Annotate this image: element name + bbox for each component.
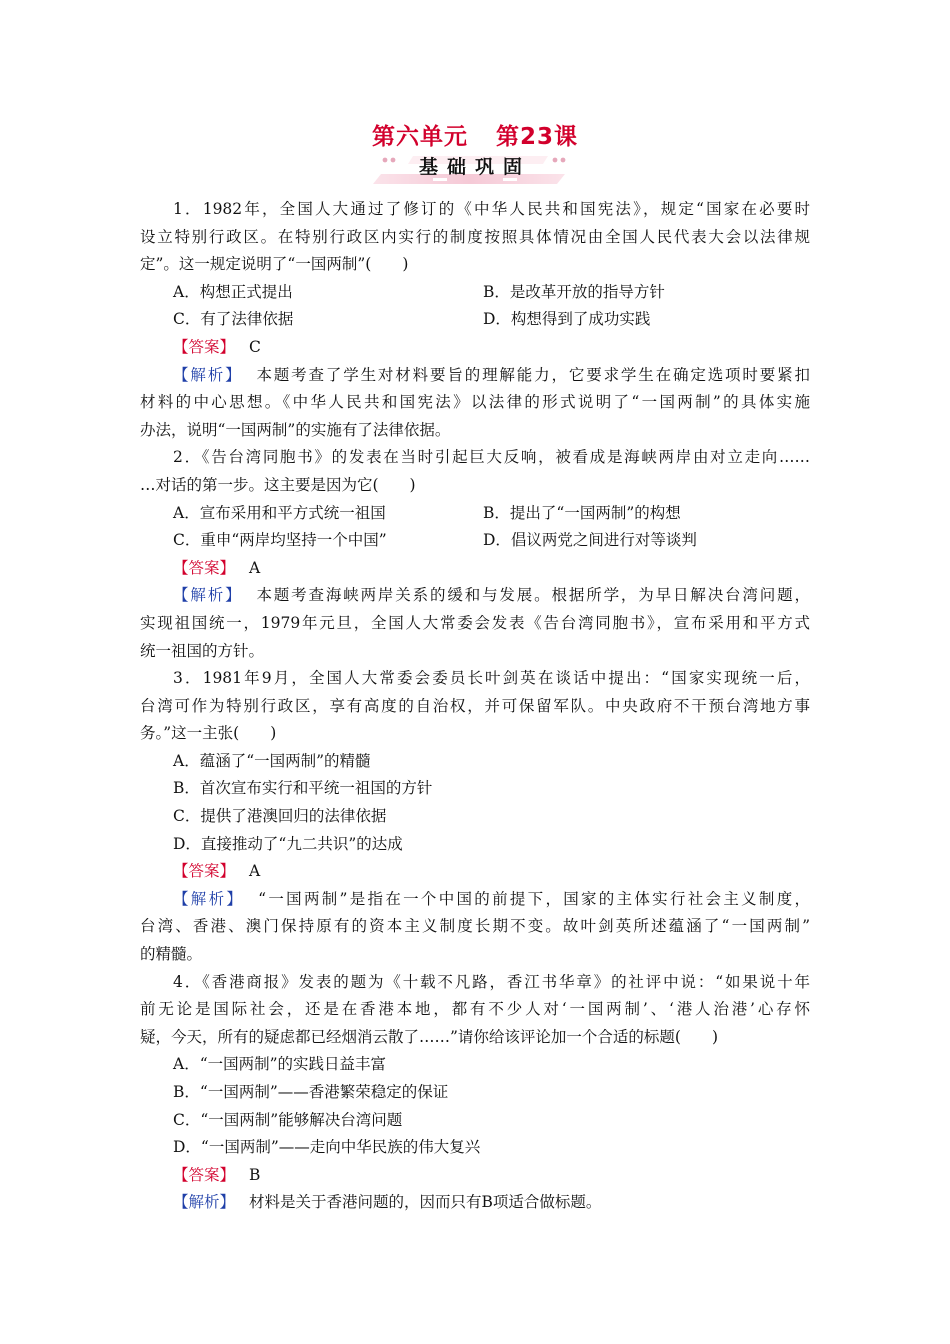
option-a: A．宣布采用和平方式统一祖国 <box>173 503 386 522</box>
question-text-line: 务。”这一主张( ) <box>140 724 277 743</box>
option-row <box>140 527 810 555</box>
analysis-line: 办法，说明“一国两制”的实施有了法律依据。 <box>140 420 451 439</box>
analysis-line: 材料的中心思想。《中华人民共和国宪法》以法律的形式说明了“一国两制”的具体实施 <box>140 393 810 412</box>
question-text-line: 定”。这一规定说明了“一国两制”( ) <box>140 255 409 274</box>
analysis-line: 台湾、香港、澳门保持原有的资本主义制度长期不变。故叶剑英所述蕴涵了“一国两制” <box>140 917 810 936</box>
analysis-tag: 【解析】 <box>173 1193 236 1212</box>
question-text-line: 疑，今天，所有的疑虑都已经烟消云散了……”请你给该评论加一个合适的标题( ) <box>140 1027 719 1046</box>
analysis-text: 本题考查了学生对材料要旨的理解能力，它要求学生在确定选项时要紧扣 <box>256 365 810 384</box>
answer-tag: 【答案】 <box>173 337 236 356</box>
answer-value: A <box>249 862 261 881</box>
question-text-line: 前无论是国际社会，还是在香港本地，都有不少人对‘一国两制’、‘港人治港’心存怀 <box>140 1000 810 1019</box>
option-a: A．“一国两制”的实践日益丰富 <box>173 1055 387 1074</box>
analysis-text: 材料是关于香港问题的，因而只有B项适合做标题。 <box>249 1193 602 1212</box>
question-text-line: 台湾可作为特别行政区，享有高度的自治权，并可保留军队。中央政府不干预台湾地方事 <box>140 696 810 715</box>
analysis-tag: 【解析】 <box>173 889 245 908</box>
option-c: C．提供了港澳回归的法律依据 <box>173 807 387 826</box>
answer-tag: 【答案】 <box>173 558 236 577</box>
question-2 <box>140 444 810 665</box>
question-text-line: 2．《告台湾同胞书》的发表在当时引起巨大反响，被看成是海峡两岸由对立走向…… <box>173 448 810 467</box>
analysis-line <box>140 1189 810 1217</box>
option-c: C．“一国两制”能够解决台湾问题 <box>173 1110 403 1129</box>
question-text-line: 设立特别行政区。在特别行政区内实行的制度按照具体情况由全国人民代表大会以法律规 <box>140 227 810 246</box>
question-text-line: 3．1981年9月，全国人大常委会委员长叶剑英在谈话中提出：“国家实现统一后， <box>173 669 810 688</box>
question-3 <box>140 665 810 969</box>
option-b: B．首次宣布实行和平统一祖国的方针 <box>173 779 433 798</box>
analysis-tag: 【解析】 <box>173 365 243 384</box>
answer-value: A <box>249 558 261 577</box>
option-d: D．“一国两制”——走向中华民族的伟大复兴 <box>173 1138 481 1157</box>
option-c: C．有了法律依据 <box>173 310 294 329</box>
option-b: B．是改革开放的指导方针 <box>483 282 665 301</box>
question-1 <box>140 196 810 444</box>
analysis-line: 统一祖国的方针。 <box>140 641 265 660</box>
answer-tag: 【答案】 <box>173 862 236 881</box>
analysis-text: “一国两制”是指在一个中国的前提下，国家的主体实行社会主义制度， <box>258 889 810 908</box>
option-b: B．提出了“一国两制”的构想 <box>483 503 681 522</box>
option-d: D．构想得到了成功实践 <box>483 310 651 329</box>
answer-value: B <box>249 1165 261 1184</box>
unit-title: 第六单元 <box>371 124 468 150</box>
lesson-title: 第23课 <box>495 124 578 150</box>
option-a: A．构想正式提出 <box>173 282 293 301</box>
question-4 <box>140 969 810 1217</box>
question-text-line: …对话的第一步。这主要是因为它( ) <box>140 475 416 494</box>
analysis-line: 的精髓。 <box>140 945 203 964</box>
option-row <box>140 500 810 528</box>
answer-value: C <box>249 337 261 356</box>
analysis-line <box>140 362 810 390</box>
question-text-line: 1．1982年，全国人大通过了修订的《中华人民共和国宪法》，规定“国家在必要时 <box>173 200 810 218</box>
analysis-line: 实现祖国统一，1979年元旦，全国人大常委会发表《告台湾同胞书》，宣布采用和平方式 <box>140 613 810 632</box>
analysis-tag: 【解析】 <box>173 586 243 605</box>
option-row <box>140 306 810 334</box>
option-b: B．“一国两制”——香港繁荣稳定的保证 <box>173 1083 449 1101</box>
option-row <box>140 279 810 307</box>
analysis-text: 本题考查海峡两岸关系的缓和与发展。根据所学，为早日解决台湾问题， <box>256 586 810 605</box>
answer-line <box>140 1162 810 1190</box>
question-list <box>140 196 810 1217</box>
option-c: C．重申“两岸均坚持一个中国” <box>173 531 387 550</box>
option-a: A．蕴涵了“一国两制”的精髓 <box>173 751 371 770</box>
answer-line <box>140 555 810 583</box>
answer-line <box>140 858 810 886</box>
answer-line <box>140 334 810 362</box>
option-d: D．倡议两党之间进行对等谈判 <box>483 531 697 550</box>
analysis-line <box>140 582 810 610</box>
section-title: 基础巩固 <box>418 156 531 178</box>
analysis-line <box>140 886 810 914</box>
question-text-line: 4．《香港商报》发表的题为《十载不凡路，香江书华章》的社评中说：“如果说十年 <box>173 972 810 991</box>
answer-tag: 【答案】 <box>173 1165 236 1184</box>
option-d: D．直接推动了“九二共识”的达成 <box>173 834 403 853</box>
page-title <box>0 118 950 151</box>
